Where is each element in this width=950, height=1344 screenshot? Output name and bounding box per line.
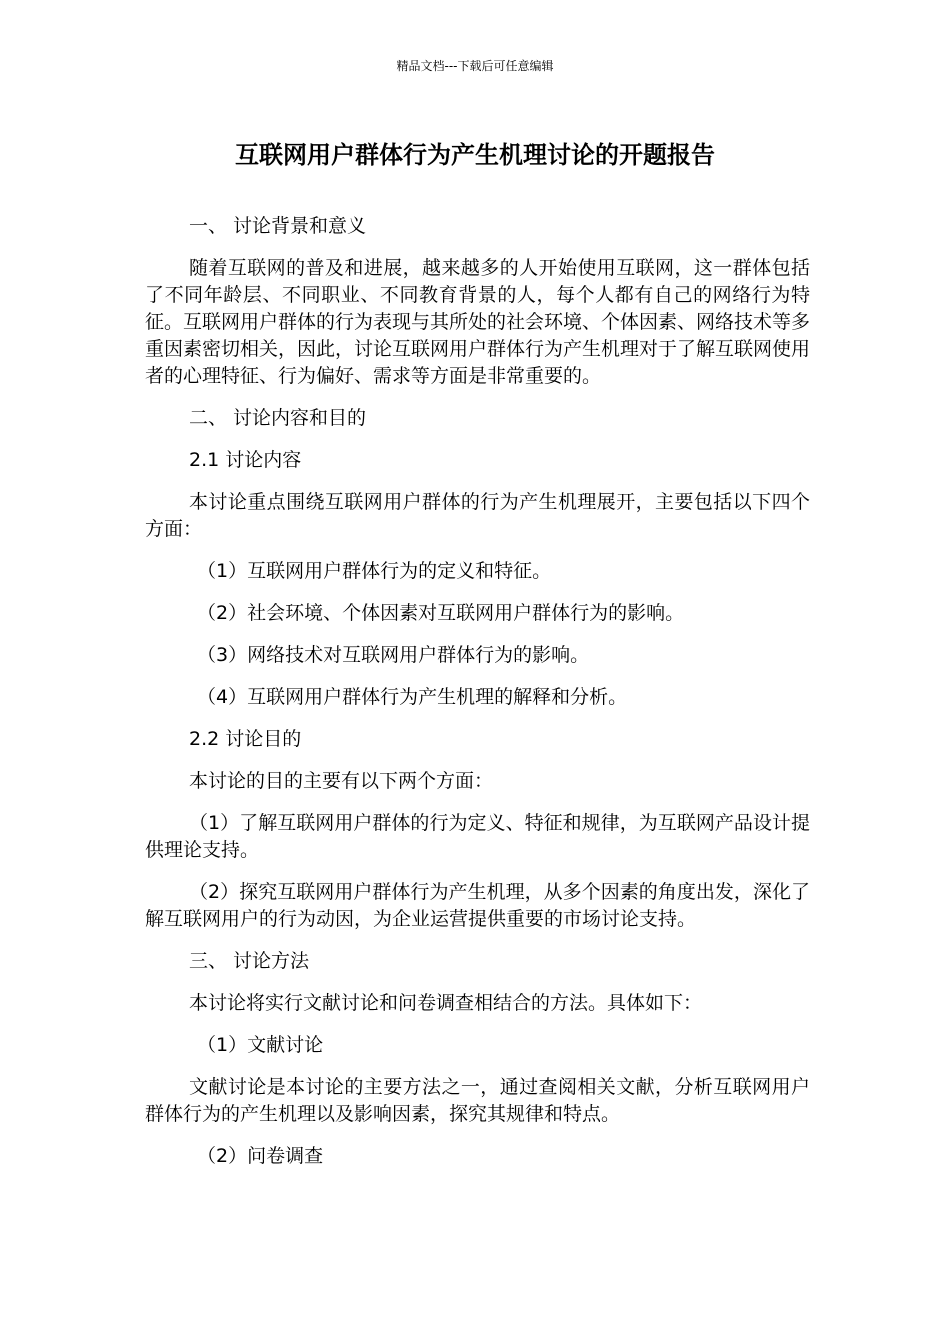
list-item: （1）了解互联网用户群体的行为定义、特征和规律，为互联网产品设计提供理论支持。 <box>145 812 810 861</box>
section-3-heading: 三、 讨论方法 <box>189 950 310 972</box>
header-note: 精品文档---下载后可任意编辑 <box>396 59 554 73</box>
section-2-heading: 二、 讨论内容和目的 <box>189 407 367 429</box>
section-3-paragraph: 本讨论将实行文献讨论和问卷调查相结合的方法。具体如下： <box>189 992 703 1014</box>
document-body <box>145 213 810 1185</box>
list-item: （4）互联网用户群体行为产生机理的解释和分析。 <box>197 686 628 708</box>
section-1-paragraph: 随着互联网的普及和进展，越来越多的人开始使用互联网，这一群体包括了不同年龄层、不同职业、不同教育背景的人，每个人都有自己的网络行为特征。互联网用户群体的行为表现与其所处的社会环境、个体因素、网络技术等多重因素密切相关，因此，讨论互联网用户群体行为产生机理对于了解互联网使用者的心理特征、行为偏好、需求等方面是非常重要的。 <box>145 257 811 387</box>
document-title: 互联网用户群体行为产生机理讨论的开题报告 <box>235 141 715 169</box>
section-2-2-paragraph: 本讨论的目的主要有以下两个方面： <box>189 770 494 792</box>
list-item: （2）社会环境、个体因素对互联网用户群体行为的影响。 <box>197 602 685 624</box>
list-item: （1）互联网用户群体行为的定义和特征。 <box>197 560 552 582</box>
list-item: （2）探究互联网用户群体行为产生机理，从多个因素的角度出发，深化了解互联网用户的行为动因，为企业运营提供重要的市场讨论支持。 <box>145 881 810 930</box>
method-item-1: （1）文献讨论 <box>197 1034 324 1056</box>
section-2-1-heading: 2.1 讨论内容 <box>189 449 302 471</box>
method-item-2: （2）问卷调查 <box>197 1145 324 1167</box>
section-2-2-heading: 2.2 讨论目的 <box>189 728 302 750</box>
method-item-1-paragraph: 文献讨论是本讨论的主要方法之一，通过查阅相关文献，分析互联网用户群体行为的产生机理以及影响因素，探究其规律和特点。 <box>145 1076 810 1125</box>
list-item: （3）网络技术对互联网用户群体行为的影响。 <box>197 644 590 666</box>
section-2-1-paragraph: 本讨论重点围绕互联网用户群体的行为产生机理展开，主要包括以下四个方面： <box>145 491 810 540</box>
section-1-heading: 一、 讨论背景和意义 <box>189 215 367 237</box>
